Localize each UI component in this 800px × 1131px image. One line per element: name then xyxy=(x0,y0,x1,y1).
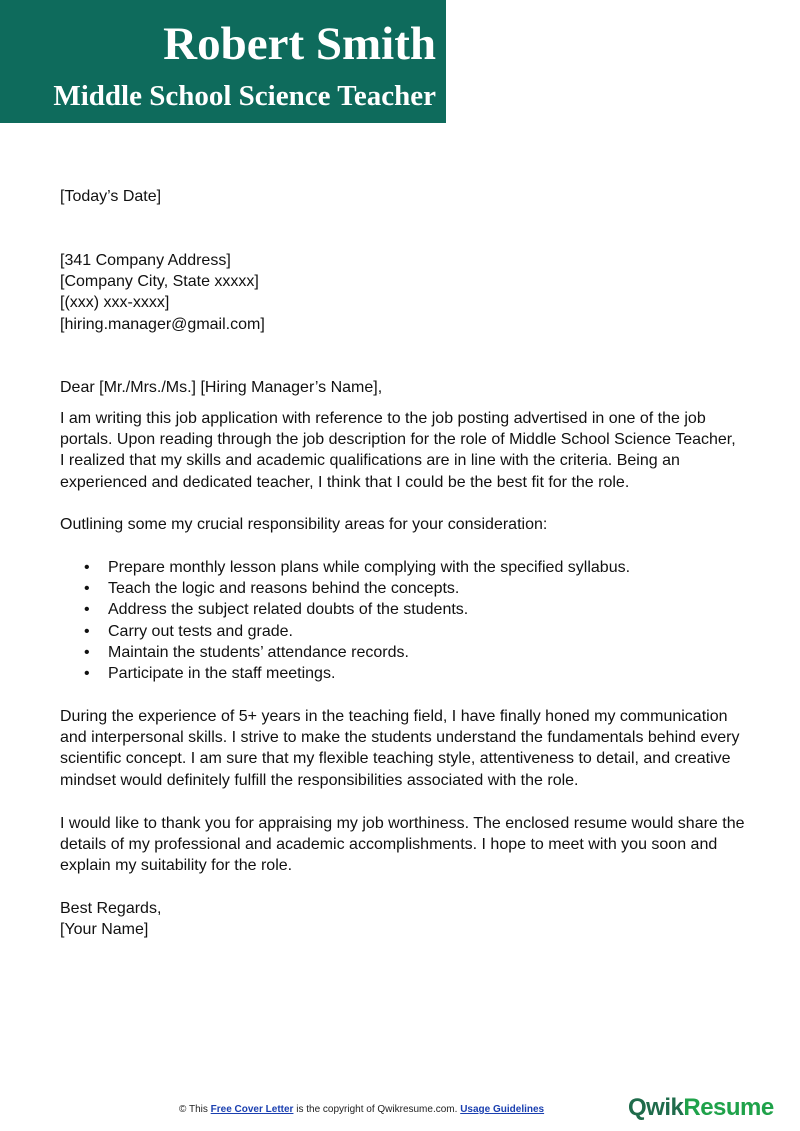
closing-text: Best Regards, xyxy=(60,900,162,917)
bullet-icon: • xyxy=(84,601,90,619)
paragraph-line: and interpersonal skills. I strive to make the students understand the fundamentals behind every xyxy=(60,729,740,747)
list-item xyxy=(60,557,630,578)
paragraph-closing xyxy=(60,813,760,877)
address-line: [(xxx) xxx-xxxx] xyxy=(60,294,170,312)
list-item xyxy=(60,642,630,663)
signature-text: [Your Name] xyxy=(60,921,149,939)
paragraph-line: details of my professional and academic accomplishments. I hope to meet with you soon and xyxy=(60,836,718,854)
list-item-text: Teach the logic and reasons behind the concepts. xyxy=(108,580,460,598)
paragraph-line: I am writing this job application with reference to the job posting advertised in one of the job xyxy=(60,410,706,427)
paragraph-experience xyxy=(60,706,760,791)
free-cover-letter-link[interactable]: Free Cover Letter xyxy=(210,1104,294,1115)
paragraph-line: scientific concept. I am sure that my flexible teaching style, attentiveness to detail, and creative xyxy=(60,750,731,768)
paragraph-line: mindset would definitely fulfill the responsibilities associated with the role. xyxy=(60,771,579,789)
address-line: [341 Company Address] xyxy=(60,252,231,269)
address-line: [hiring.manager@gmail.com] xyxy=(60,315,265,333)
copyright-middle: is the copyright of Qwikresume.com. xyxy=(296,1104,458,1115)
list-item-text: Address the subject related doubts of the students. xyxy=(108,601,469,619)
usage-guidelines-link[interactable]: Usage Guidelines xyxy=(460,1104,545,1115)
paragraph-intro xyxy=(60,408,760,493)
bullet-icon: • xyxy=(84,559,90,576)
bullet-icon: • xyxy=(84,580,90,598)
list-item xyxy=(60,578,630,599)
list-item-text: Participate in the staff meetings. xyxy=(108,665,336,683)
applicant-name: Robert Smith xyxy=(163,18,436,70)
bullet-icon: • xyxy=(84,665,90,683)
paragraph-line: During the experience of 5+ years in the teaching field, I have finally honed my communication xyxy=(60,708,728,725)
paragraph-line: I would like to thank you for appraising my job worthiness. The enclosed resume would share the xyxy=(60,815,745,832)
paragraph-line: portals. Upon reading through the job description for the role of Middle School Science Teacher, xyxy=(60,431,736,449)
paragraph-line: experienced and dedicated teacher, I think that I could be the best fit for the role. xyxy=(60,473,630,491)
bullet-icon: • xyxy=(84,622,90,640)
logo-part-resume: Resume xyxy=(683,1094,774,1121)
list-item xyxy=(60,663,630,684)
copyright-prefix: © This xyxy=(179,1104,208,1115)
responsibility-intro-text: Outlining some my crucial responsibility areas for your consideration: xyxy=(60,516,548,533)
responsibility-intro xyxy=(60,514,760,535)
list-item xyxy=(60,599,630,620)
salutation-text: Dear [Mr./Mrs./Ms.] [Hiring Manager’s Name], xyxy=(60,379,383,396)
salutation xyxy=(60,377,760,398)
date-line: [Today’s Date] xyxy=(60,188,162,205)
qwikresume-logo[interactable] xyxy=(628,1094,774,1122)
list-item-text: Prepare monthly lesson plans while complying with the specified syllabus. xyxy=(108,559,631,576)
copyright-notice xyxy=(179,1104,544,1115)
applicant-job-title: Middle School Science Teacher xyxy=(53,80,436,112)
paragraph-line: explain my suitability for the role. xyxy=(60,857,293,875)
address-line: [Company City, State xxxxx] xyxy=(60,273,259,291)
recipient-address xyxy=(60,250,760,335)
sign-off xyxy=(60,898,760,940)
list-item-text: Carry out tests and grade. xyxy=(108,622,293,640)
list-item-text: Maintain the students’ attendance records. xyxy=(108,643,409,661)
bullet-icon: • xyxy=(84,643,90,661)
logo-part-qwik: Qwik xyxy=(628,1094,684,1121)
paragraph-line: I realized that my skills and academic qualifications are in line with the criteria. Being an xyxy=(60,452,680,470)
responsibility-list xyxy=(60,557,630,684)
header-banner xyxy=(0,0,446,123)
list-item xyxy=(60,621,630,642)
letter-date xyxy=(60,186,760,207)
